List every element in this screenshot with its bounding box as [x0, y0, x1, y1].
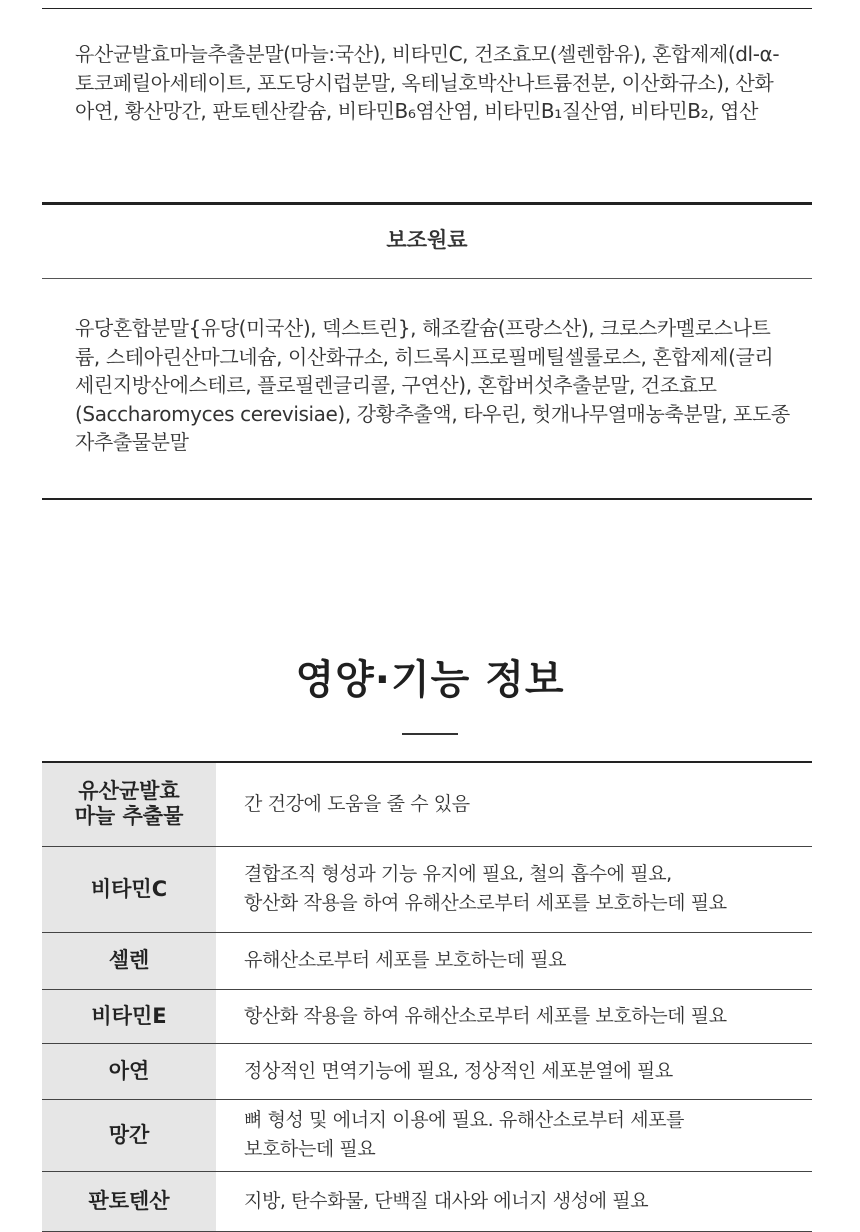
- nutrient-function: [216, 932, 812, 989]
- nutrient-name: [42, 846, 216, 932]
- nutrient-function-line: 간 건강에 도움을 줄 수 있음: [244, 792, 470, 815]
- nutrient-function-line: 결합조직 형성과 기능 유지에 필요, 철의 흡수에 필요,: [244, 863, 672, 885]
- nutrient-function-line: 지방, 탄수화물, 단백질 대사와 에너지 생성에 필요: [244, 1189, 649, 1212]
- nutrient-function: [216, 1043, 812, 1099]
- nutrient-function-line: 뼈 형성 및 에너지 이용에 필요. 유해산소로부터 세포를: [244, 1109, 685, 1131]
- nutrient-function-line: 정상적인 면역기능에 필요, 정상적인 세포분열에 필요: [244, 1059, 673, 1082]
- nutrition-row: [42, 1043, 812, 1099]
- nutrition-section-title: 영양·기능 정보: [295, 657, 565, 703]
- nutrient-name-line: 판토텐산: [88, 1188, 170, 1213]
- nutrient-function-line: 유해산소로부터 세포를 보호하는데 필요: [244, 949, 567, 971]
- nutrition-row: [42, 846, 812, 932]
- title-underline: [402, 733, 458, 735]
- nutrient-name-line: 비타민E: [91, 1003, 167, 1028]
- nutrient-name-line: 셀렌: [108, 948, 150, 972]
- nutrient-name: [42, 1043, 216, 1099]
- nutrient-function-line: 보호하는데 필요: [244, 1138, 376, 1160]
- nutrition-table: [42, 761, 812, 1232]
- nutrient-function-line: 항산화 작용을 하여 유해산소로부터 세포를 보호하는데 필요: [244, 1004, 727, 1027]
- nutrient-name-line: 망간: [108, 1122, 150, 1147]
- nutrient-function: [216, 989, 812, 1043]
- nutrient-name-line: 아연: [108, 1058, 150, 1083]
- nutrient-name: [42, 762, 216, 846]
- top-divider: [42, 8, 812, 9]
- ingredients-text: 유산균발효마늘추출분말(마늘:국산), 비타민C, 건조효모(셀렌함유), 혼합제제(dl-α-토코페릴아세테이트, 포도당시럽분말, 옥테닐호박산나트륨전분, 이산화규소), 산화아연, 황산망간, 판토텐산칼슘, 비타민B₆염산염, 비타민B₁질산염, 비타민B₂, 엽산: [75, 42, 780, 123]
- sub-ingredients-top-rule: [42, 202, 812, 205]
- nutrient-name-line: 유산균발효: [78, 779, 180, 804]
- nutrition-row: [42, 932, 812, 989]
- nutrient-function-line: 항산화 작용을 하여 유해산소로부터 세포를 보호하는데 필요: [244, 892, 727, 914]
- sub-ingredients-bottom-rule: [42, 498, 812, 500]
- nutrient-name-line: 비타민C: [90, 876, 168, 901]
- nutrient-function: [216, 1171, 812, 1231]
- nutrient-function: [216, 762, 812, 846]
- nutrient-name: [42, 932, 216, 989]
- nutrient-name: [42, 1171, 216, 1231]
- nutrient-function: [216, 1099, 812, 1171]
- nutrition-row: [42, 989, 812, 1043]
- sub-ingredients-heading-rule: [42, 278, 812, 279]
- ingredients-paragraph: [75, 40, 790, 126]
- nutrition-row: [42, 762, 812, 846]
- nutrition-row: [42, 1171, 812, 1231]
- nutrition-row: [42, 1099, 812, 1171]
- sub-ingredients-heading: 보조원료: [386, 228, 468, 252]
- nutrient-name: [42, 989, 216, 1043]
- sub-ingredients-paragraph: 유당혼합분말{유당(미국산), 덱스트린}, 해조칼슘(프랑스산), 크로스카멜로스나트륨, 스테아린산마그네슘, 이산화규소, 히드록시프로필메틸셀룰로스, 혼합제제(글리세린지방산에스테르, 플로필렌글리콜, 구연산), 혼합버섯추출분말, 건조효모(Saccharomyces cerevisiae), 강황추출액, 타우린, 헛개나무열매농축분말, 포도종자추출물분말: [75, 316, 790, 454]
- nutrient-function: [216, 846, 812, 932]
- nutrient-name: [42, 1099, 216, 1171]
- nutrient-name-line: 마늘 추출물: [74, 804, 184, 829]
